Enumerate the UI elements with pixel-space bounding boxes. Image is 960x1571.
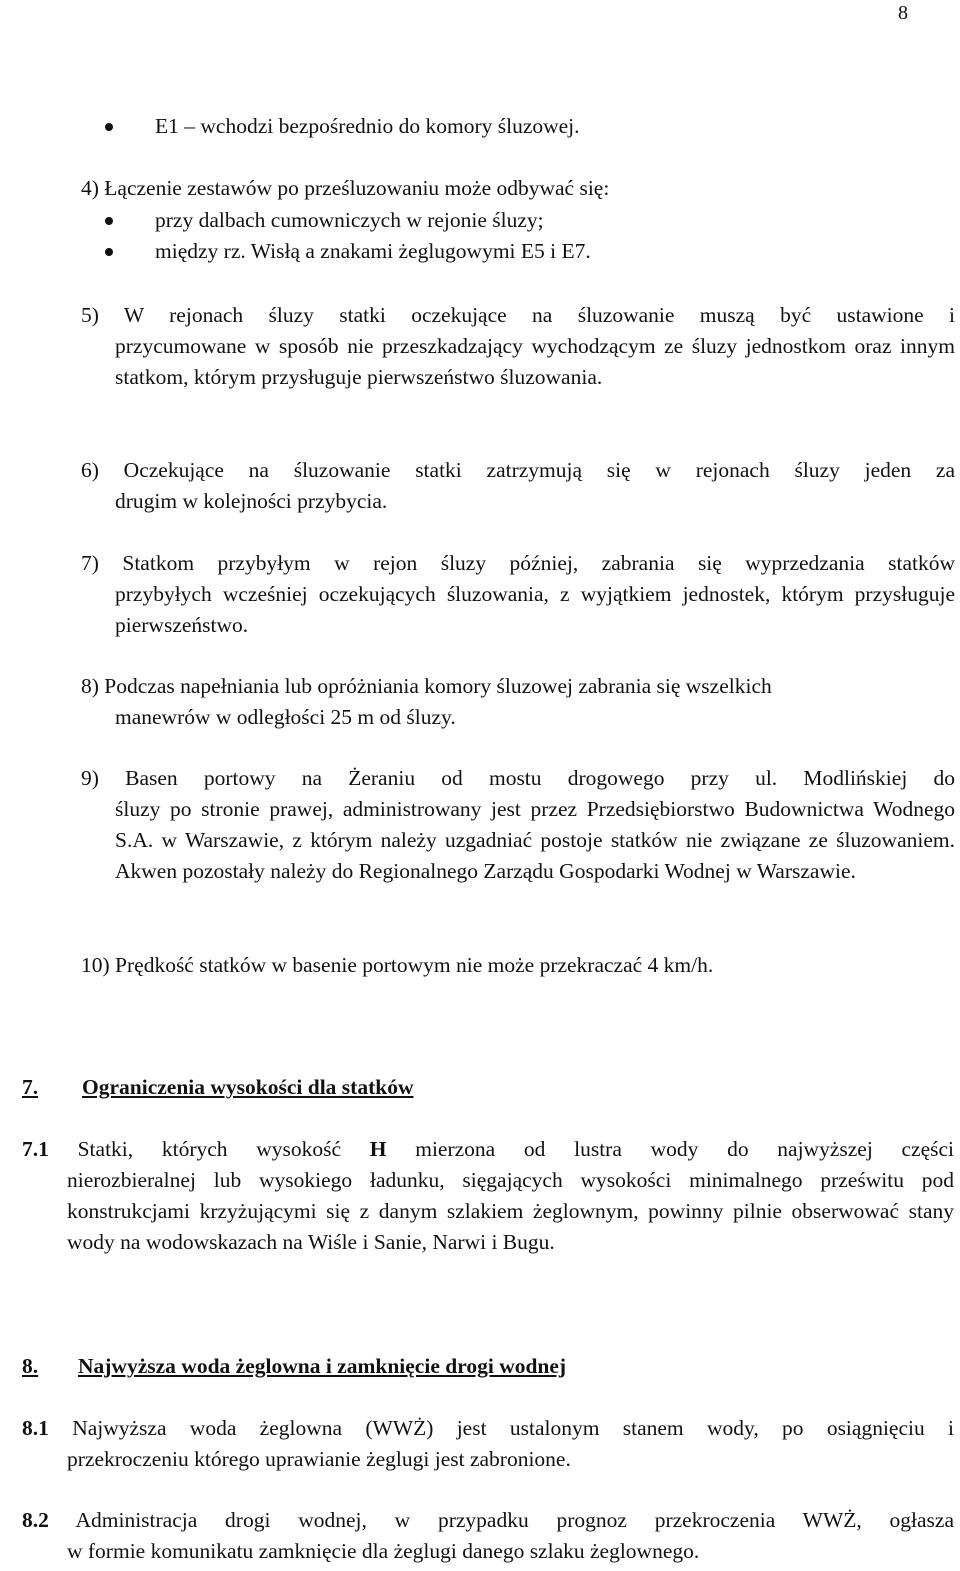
paragraph-6: 6) Oczekujące na śluzowanie statki zatrzymują się w rejonach śluzy jeden za drugim w kolejności przybycia. [81, 458, 955, 513]
paragraph-number: 8.1 [22, 1416, 49, 1440]
e1-bullet-item [105, 111, 905, 142]
paragraph-8: 8) Podczas napełniania lub opróżniania komory śluzowej zabrania się wszelkich manewrów w odległości 25 m od śluzy. [81, 674, 772, 729]
paragraph-4 [81, 173, 881, 204]
bullet-icon [105, 123, 113, 131]
paragraph-4-list [105, 205, 905, 267]
paragraph-9: 9) Basen portowy na Żeraniu od mostu drogowego przy ul. Modlińskiej do śluzy po stronie prawej, administrowany jest przez Przedsiębiorstwo Budownictwa Wodnego S.A. w Warszawie, z którym należy uzgadniać postoje statków nie związane ze śluzowaniem. Akwen pozostały należy do Regionalnego Zarządu Gospodarki Wodnej w Warszawie. [81, 766, 955, 883]
paragraph-4-intro: 4) Łączenie zestawów po prześluzowaniu może odbywać się: [81, 176, 610, 200]
list-item: między rz. Wisłą a znakami żeglugowymi E5 i E7. [105, 236, 905, 267]
paragraph-10: 10) Prędkość statków w basenie portowym nie może przekraczać 4 km/h. [81, 953, 714, 977]
section-title: Ograniczenia wysokości dla statków [82, 1075, 414, 1099]
paragraph-5: 5) W rejonach śluzy statki oczekujące na śluzowanie muszą być ustawione i przycumowane w sposób nie przeszkadzający wychodzącym ze śluzy jednostkom oraz innym statkom, którym przysługuje pierwszeństwo śluzowania. [81, 303, 955, 389]
bullet-text: E1 – wchodzi bezpośrednio do komory śluzowej. [155, 114, 580, 138]
section-number: 8. [22, 1354, 39, 1378]
bullet-icon [105, 217, 113, 225]
paragraph-7: 7) Statkom przybyłym w rejon śluzy później, zabrania się wyprzedzania statków przybyłych wcześniej oczekujących śluzowania, z wyjątkiem jednostek, którym przysługuje pierwszeństwo. [81, 551, 955, 637]
bullet-icon [105, 248, 113, 256]
section-number: 7. [22, 1075, 39, 1099]
page-number: 8 [898, 2, 908, 24]
paragraph-number: 8.2 [22, 1508, 49, 1532]
list-item: przy dalbach cumowniczych w rejonie śluzy; [105, 205, 905, 236]
paragraph-8-2: 8.2 Administracja drogi wodnej, w przypadku prognoz przekroczenia WWŻ, ogłasza w formie komunikatu zamknięcie dla żeglugi danego szlaku żeglownego. [22, 1508, 954, 1563]
section-8-heading [22, 1351, 566, 1382]
paragraph-7-1: 7.1 Statki, których wysokość H mierzona od lustra wody do najwyższej części nierozbieralnej lub wysokiego ładunku, sięgających wysokości minimalnego prześwitu pod konstrukcjami krzyżującymi się z danym szlakiem żeglownym, powinny pilnie obserwować stany wody na wodowskazach na Wiśle i Sanie, Narwi i Bugu. [22, 1137, 955, 1254]
paragraph-8-1: 8.1 Najwyższa woda żeglowna (WWŻ) jest ustalonym stanem wody, po osiągnięciu i przekroczeniu którego uprawianie żeglugi jest zabronione. [22, 1416, 955, 1471]
paragraph-number: 7.1 [22, 1137, 49, 1161]
section-7-heading [22, 1072, 413, 1103]
section-title: Najwyższa woda żeglowna i zamknięcie drogi wodnej [78, 1354, 567, 1378]
